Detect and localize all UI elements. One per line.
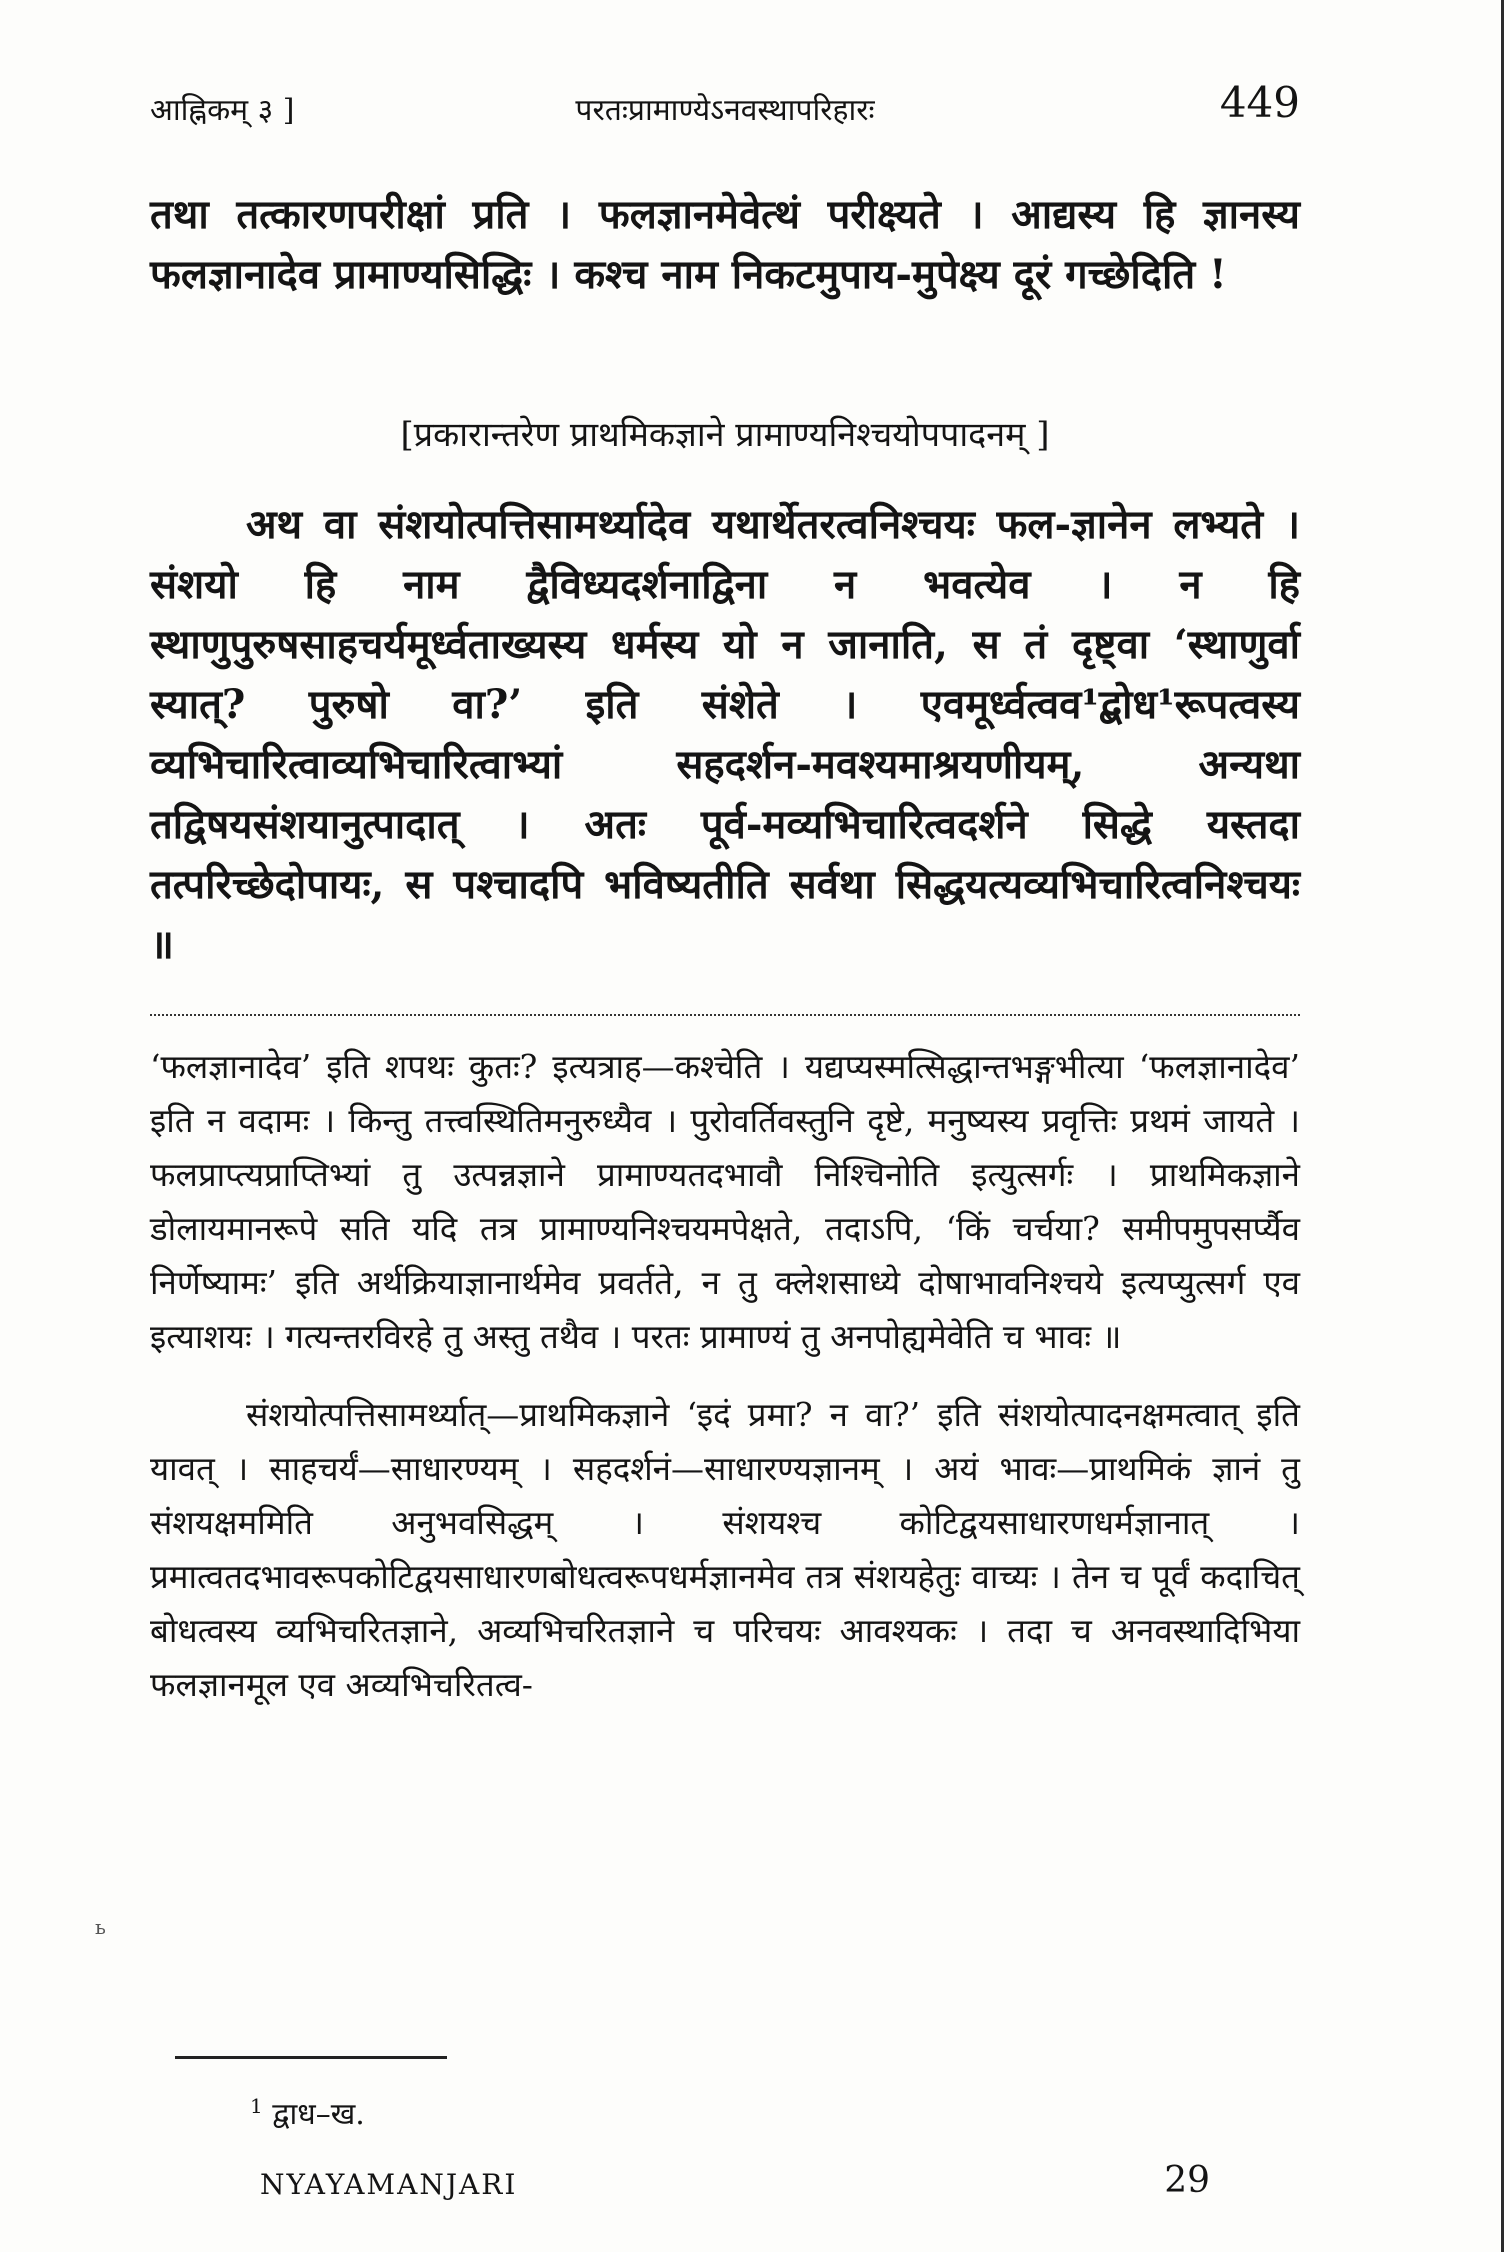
running-header	[150, 78, 1300, 138]
section-heading: [प्रकारान्तरेण प्राथमिकज्ञाने प्रामाण्यनिश्चयोपपादनम् ]	[400, 415, 1050, 455]
main-paragraph-1: तथा तत्कारणपरीक्षां प्रति । फलज्ञानमेवेत्थं परीक्ष्यते । आद्यस्य हि ज्ञानस्य फलज्ञानादेव प्रामाण्यसिद्धिः । कश्च नाम निकटमुपाय-मुपेक्ष्य दूरं गच्छेदिति !	[150, 191, 1300, 298]
footer-signature: 29	[1164, 2160, 1210, 2201]
commentary-paragraph-2: संशयोत्पत्तिसामर्थ्यात्—प्राथमिकज्ञाने ‘इदं प्रमा? न वा?’ इति संशयोत्पादनक्षमत्वात् इति यावत् । साहचर्यं—साधारण्यम् । सहदर्शनं—साधारण्यज्ञानम् । अयं भावः—प्राथमिकं ज्ञानं तु संशयक्षममिति अनुभवसिद्धम् । संशयश्च कोटिद्वयसाधारणधर्मज्ञानात् । प्रमात्वतदभावरूपकोटिद्वयसाधारणबोधत्वरूपधर्मज्ञानमेव तत्र संशयहेतुः वाच्यः । तेन च पूर्वं कदाचित् बोधत्वस्य व्यभिचरितज्ञाने, अव्यभिचरितज्ञाने च परिचयः आवश्यकः । तदा च अनवस्थादिभिया फलज्ञानमूल एव अव्यभिचरितत्व-	[150, 1395, 1300, 1704]
commentary-paragraph-1: ‘फलज्ञानादेव’ इति शपथः कुतः? इत्यत्राह—कश्चेति । यद्यप्यस्मत्सिद्धान्तभङ्गभीत्या ‘फलज्ञानादेव’ इति न वदामः । किन्तु तत्त्वस्थितिमनुरुध्यैव । पुरोवर्तिवस्तुनि दृष्टे, मनुष्यस्य प्रवृत्तिः प्रथमं जायते । फलप्राप्त्यप्राप्तिभ्यां तु उत्पन्नज्ञाने प्रामाण्यतदभावौ निश्चिनोति इत्युत्सर्गः । प्राथमिकज्ञाने डोलायमानरूपे सति यदि तत्र प्रामाण्यनिश्चयमपेक्षते, तदाऽपि, ‘किं चर्चया? समीपमुपसर्प्यैव निर्णेष्यामः’ इति अर्थक्रियाज्ञानार्थमेव प्रवर्तते, न तु क्लेशसाध्ये दोषाभावनिश्चये इत्यप्युत्सर्ग एव इत्याशयः । गत्यन्तरविरहे तु अस्तु तथैव । परतः प्रामाण्यं तु अनपोह्यमेवेति च भावः ॥	[150, 1047, 1300, 1356]
main-text-bottom	[150, 495, 1300, 975]
footnote	[250, 2092, 365, 2133]
page-number: 449	[1219, 78, 1300, 127]
footer-book-title: NYAYAMANJARI	[260, 2168, 518, 2201]
main-text-top	[150, 185, 1300, 305]
footnote-rule	[175, 2056, 447, 2059]
commentary	[150, 1040, 1300, 1736]
main-paragraph-2: अथ वा संशयोत्पत्तिसामर्थ्यादेव यथार्थेतरत्वनिश्चयः फल-ज्ञानेन लभ्यते । संशयो हि नाम द्वैविध्यदर्शनाद्विना न भवत्येव । न हि स्थाणुपुरुषसाहचर्यमूर्ध्वताख्यस्य धर्मस्य यो न जानाति, स तं दृष्ट्वा ‘स्थाणुर्वा स्यात्? पुरुषो वा?’ इति संशेते । एवमूर्ध्वत्वव¹द्बोध¹रूपत्वस्य व्यभिचारित्वाव्यभिचारित्वाभ्यां सहदर्शन-मवश्यमाश्रयणीयम्, अन्यथा तद्विषयसंशयानुत्पादात् । अतः पूर्व-मव्यभिचारित्वदर्शने सिद्धे यस्तदा तत्परिच्छेदोपायः, स पश्चादपि भविष्यतीति सर्वथा सिद्धयत्यव्यभिचारित्वनिश्चयः ॥	[150, 501, 1300, 968]
margin-mark: ь	[95, 1915, 106, 1939]
footnote-marker: 1	[250, 2094, 263, 2118]
commentary-divider	[150, 1014, 1300, 1016]
header-chapter: आह्निकम् ३ ]	[150, 93, 295, 128]
page-footer	[175, 2160, 1210, 2210]
scan-edge-line	[1501, 0, 1504, 2252]
footnote-text: द्वाध–ख.	[272, 2097, 365, 2132]
header-title: परतःप्रामाण्येऽनवस्थापरिहारः	[575, 93, 875, 128]
